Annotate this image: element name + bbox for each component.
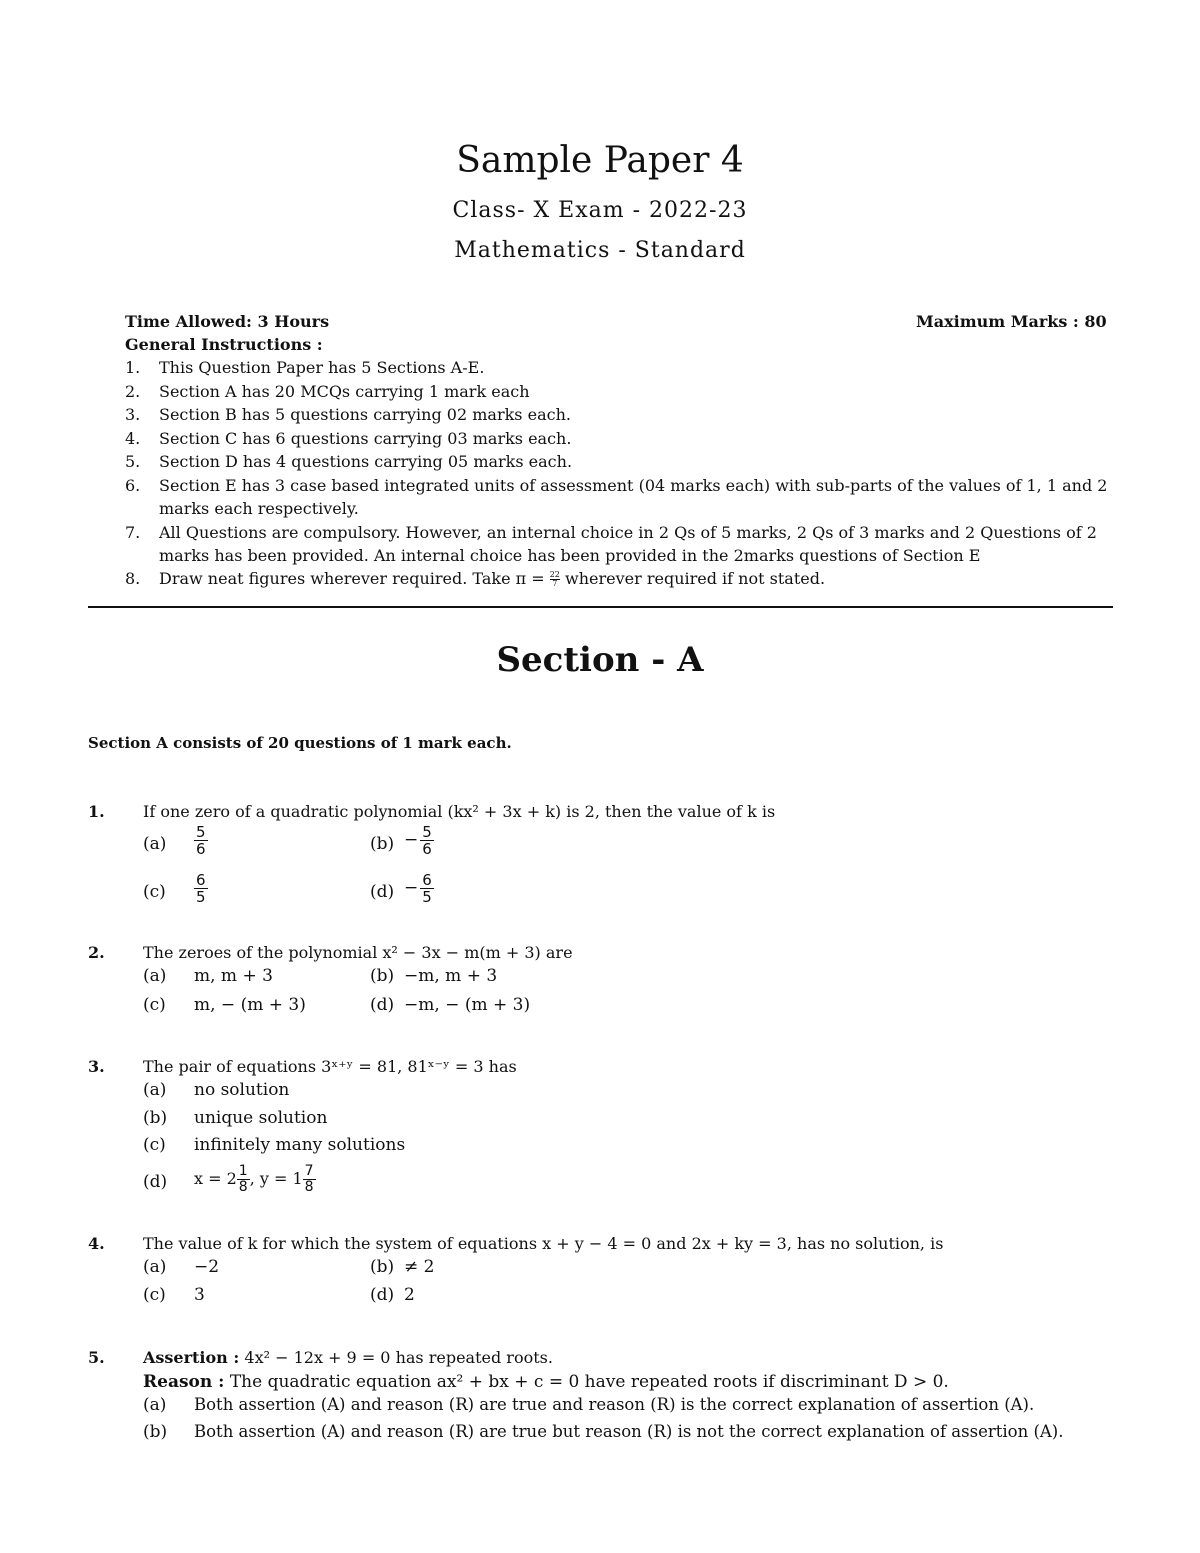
mixed-lead-x: x = 2 <box>194 1169 237 1188</box>
option-label: (b) <box>370 1257 395 1277</box>
instruction-text: Section A has 20 MCQs carrying 1 mark each <box>159 382 530 401</box>
question-text: The value of k for which the system of equations x + y − 4 = 0 and 2x + ky = 3, has no solution, is <box>143 1234 944 1253</box>
option-label: (d) <box>370 995 395 1015</box>
section-note: Section A consists of 20 questions of 1 mark each. <box>88 734 512 752</box>
option-label: (a) <box>143 966 167 986</box>
reason-text: The quadratic equation ax² + bx + c = 0 have repeated roots if discriminant D > 0. <box>229 1372 949 1392</box>
option-value: m, m + 3 <box>194 966 273 986</box>
option-value <box>194 824 208 857</box>
fraction-denominator: 5 <box>196 888 206 906</box>
option-value <box>194 872 208 905</box>
option-label: (d) <box>370 1285 395 1305</box>
minus-sign: − <box>404 878 419 898</box>
paper-title: Sample Paper 4 <box>456 140 744 181</box>
instruction-text: Section C has 6 questions carrying 03 marks each. <box>159 429 572 448</box>
instruction-number: 1. <box>125 358 141 377</box>
assertion-text: 4x² − 12x + 9 = 0 has repeated roots. <box>244 1348 553 1367</box>
option-label: (c) <box>143 882 166 902</box>
pi-fraction <box>550 571 560 588</box>
question-number: 3. <box>88 1057 105 1076</box>
instruction-number: 8. <box>125 569 141 588</box>
instruction-number: 7. <box>125 523 141 542</box>
option-label: (b) <box>370 834 395 854</box>
reason-label: Reason : <box>143 1372 225 1392</box>
fraction-denominator: 8 <box>304 1179 314 1195</box>
header-divider <box>88 606 1113 608</box>
option-label: (c) <box>143 995 166 1015</box>
fraction-numerator: 5 <box>422 823 432 841</box>
instruction-text: Section D has 4 questions carrying 05 marks each. <box>159 452 573 471</box>
option-value <box>404 824 434 857</box>
fraction-numerator: 7 <box>304 1163 314 1179</box>
option-label: (c) <box>143 1285 166 1305</box>
option-value <box>404 872 434 905</box>
fraction-denominator: 6 <box>422 840 432 858</box>
option-label: (d) <box>370 882 395 902</box>
option-value: ≠ 2 <box>404 1257 435 1277</box>
instruction-text: All Questions are compulsory. However, an internal choice in 2 Qs of 5 marks, 2 Qs of 3 marks and 2 Questions of 2 marks has been provided. An internal choice has been provided in the 2marks questions of Section E <box>159 523 1097 565</box>
instruction-number: 5. <box>125 452 141 471</box>
instruction-text <box>159 567 1115 590</box>
instruction-number: 3. <box>125 405 141 424</box>
question-text: If one zero of a quadratic polynomial (kx² + 3x + k) is 2, then the value of k is <box>143 802 776 821</box>
option-value: −2 <box>194 1257 220 1277</box>
instruction-number: 4. <box>125 429 141 448</box>
question-number: 2. <box>88 943 105 962</box>
option-value: unique solution <box>194 1108 328 1128</box>
instruction-text: Section B has 5 questions carrying 02 marks each. <box>159 405 571 424</box>
fraction-numerator: 6 <box>196 871 206 889</box>
instruction-text-after: wherever required if not stated. <box>565 569 826 588</box>
option-label: (a) <box>143 1257 167 1277</box>
pi-numerator: 22 <box>549 570 560 579</box>
option-value: Both assertion (A) and reason (R) are true and reason (R) is the correct explanation of assertion (A). <box>194 1395 1035 1414</box>
section-title: Section - A <box>496 640 704 680</box>
fraction-denominator: 5 <box>422 888 432 906</box>
maximum-marks: Maximum Marks : 80 <box>916 312 1107 331</box>
option-value <box>194 1164 316 1195</box>
mixed-lead-y: , y = 1 <box>249 1169 303 1188</box>
instruction-text: This Question Paper has 5 Sections A-E. <box>159 358 485 377</box>
question-text: The zeroes of the polynomial x² − 3x − m(m + 3) are <box>143 943 573 962</box>
question-number: 1. <box>88 802 105 821</box>
fraction-numerator: 1 <box>238 1163 248 1179</box>
fraction-numerator: 6 <box>422 871 432 889</box>
instruction-number: 6. <box>125 476 141 495</box>
assertion-line <box>143 1348 553 1367</box>
exam-class-line: Class- X Exam - 2022-23 <box>452 198 748 223</box>
option-label: (a) <box>143 1395 167 1415</box>
fraction-numerator: 5 <box>196 823 206 841</box>
question-text: The pair of equations 3ˣ⁺ʸ = 81, 81ˣ⁻ʸ = 3 has <box>143 1057 517 1076</box>
question-number: 4. <box>88 1234 105 1253</box>
option-value: m, − (m + 3) <box>194 995 306 1015</box>
option-label: (b) <box>370 966 395 986</box>
instruction-text-before: Draw neat figures wherever required. Take π = <box>159 569 545 588</box>
assertion-label: Assertion : <box>143 1348 240 1367</box>
option-label: (b) <box>143 1108 168 1128</box>
option-value: infinitely many solutions <box>194 1135 406 1155</box>
minus-sign: − <box>404 830 419 850</box>
option-label: (a) <box>143 1080 167 1100</box>
option-value: no solution <box>194 1080 290 1100</box>
option-value: −m, m + 3 <box>404 966 498 986</box>
subject-line: Mathematics - Standard <box>454 238 746 263</box>
option-label: (d) <box>143 1172 168 1192</box>
option-value: Both assertion (A) and reason (R) are true but reason (R) is not the correct explanation of assertion (A). <box>194 1422 1064 1441</box>
option-value: −m, − (m + 3) <box>404 995 531 1015</box>
fraction-denominator: 8 <box>238 1179 248 1195</box>
option-label: (a) <box>143 834 167 854</box>
option-label: (c) <box>143 1135 166 1155</box>
reason-line <box>143 1372 949 1392</box>
question-number: 5. <box>88 1348 105 1367</box>
fraction-denominator: 6 <box>196 840 206 858</box>
instruction-text: Section E has 3 case based integrated units of assessment (04 marks each) with sub-parts of the values of 1, 1 and 2 marks each respectively. <box>159 476 1108 518</box>
instructions-heading: General Instructions : <box>125 335 323 354</box>
option-value: 2 <box>404 1285 415 1305</box>
time-allowed: Time Allowed: 3 Hours <box>125 312 330 331</box>
instruction-number: 2. <box>125 382 141 401</box>
option-label: (b) <box>143 1422 168 1442</box>
option-value: 3 <box>194 1285 205 1305</box>
pi-denominator: 7 <box>552 579 558 588</box>
